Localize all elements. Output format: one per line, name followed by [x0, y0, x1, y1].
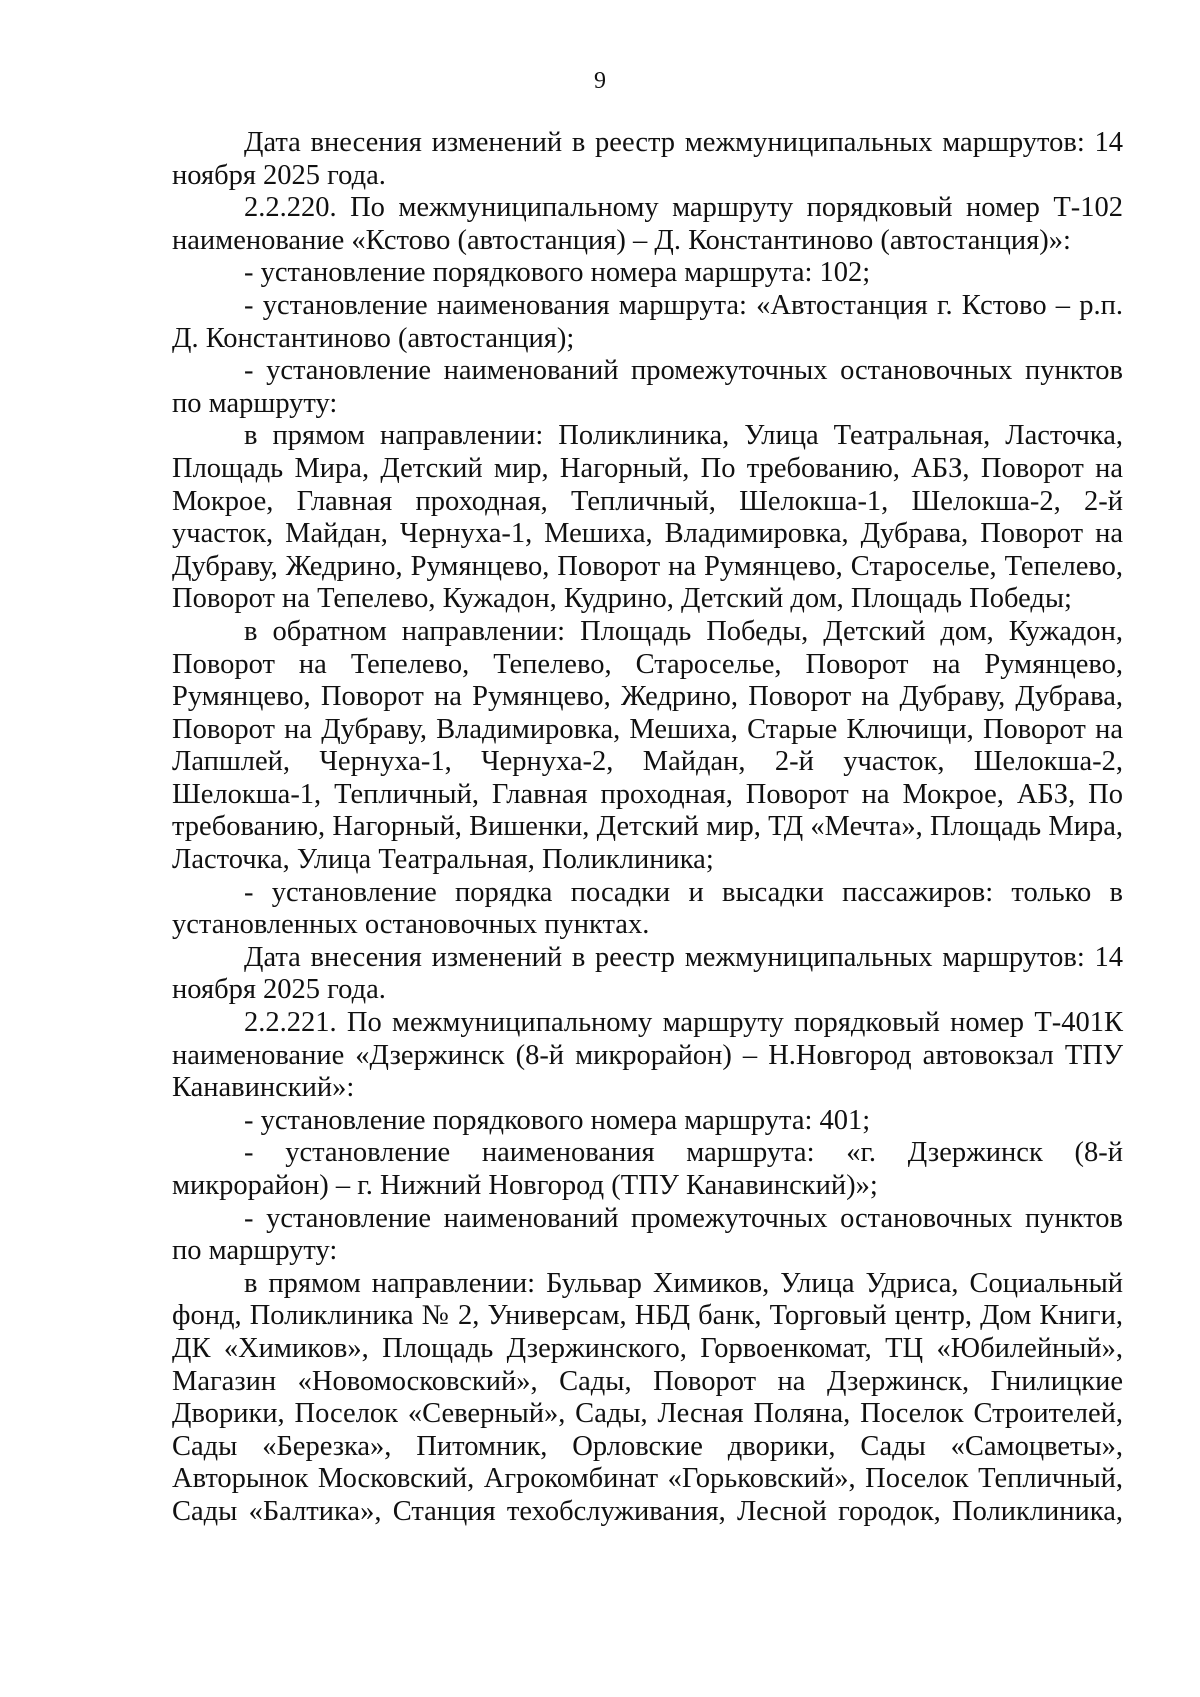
paragraph-route-t401k-heading: 2.2.221. По межмуниципальному маршруту порядковый номер Т-401К наименование «Дзержинск (8-й микрорайон) – Н.Новгород автовокзал ТПУ Канавинский»: [172, 1007, 1123, 1104]
paragraph-route-t102-number: - установление порядкового номера маршрута: 102; [244, 257, 871, 289]
paragraph-route-t102-boarding: - установление порядка посадки и высадки пассажиров: только в установленных остановочных пунктах. [172, 876, 1123, 941]
paragraph-route-t102-reverse-stops: в обратном направлении: Площадь Победы, Детский дом, Кужадон, Поворот на Тепелево, Тепелево, Староселье, Поворот на Румянцево, Румянцево, Поворот на Румянцево, Жедрино, Поворот на Дубраву, Дубрава, Поворот на Дубраву, Владимировка, Мешиха, Старые Ключищи, Поворот на Лапшлей, Чернуха-1, Чернуха-2, Майдан, 2-й участок, Шелокша-2, Шелокша-1, Тепличный, Главная проходная, Поворот на Мокрое, АБЗ, По требованию, Нагорный, Вишенки, Детский мир, ТД «Мечта», Площадь Мира, Ласточка, Улица Театральная, Поликлиника; [172, 615, 1123, 876]
paragraph-route-t401k-name: - установление наименования маршрута: «г. Дзержинск (8-й микрорайон) – г. Нижний Новгород (ТПУ Канавинский)»; [172, 1137, 1123, 1201]
document-body [172, 127, 1123, 1529]
paragraph-route-t401k-forward-stops: в прямом направлении: Бульвар Химиков, Улица Удриса, Социальный фонд, Поликлиника № 2, Универсам, НБД банк, Торговый центр, Дом Книги, ДК «Химиков», Площадь Дзержинского, Горвоенкомат, ТЦ «Юбилейный», Магазин «Новомосковский», Сады, Поворот на Дзержинск, Гнилицкие Дворики, Поселок «Северный», Сады, Лесная Поляна, Поселок Строителей, Сады «Березка», Питомник, Орловские дворики, Сады «Самоцветы», Авторынок Московский, Агрокомбинат «Горьковский», Поселок Тепличный, Сады «Балтика», Станция техобслуживания, Лесной городок, Поликлиника, [172, 1267, 1123, 1527]
paragraph-route-t102-name: - установление наименования маршрута: «Автостанция г. Кстово – р.п. Д. Константиново (автостанция); [172, 289, 1123, 354]
paragraph-route-t401k-stops-intro: - установление наименований промежуточных остановочных пунктов по маршруту: [172, 1202, 1123, 1267]
paragraph-registry-date-2: Дата внесения изменений в реестр межмуниципальных маршрутов: 14 ноября 2025 года. [172, 941, 1123, 1006]
page-number: 9 [594, 68, 606, 94]
paragraph-registry-date-1: Дата внесения изменений в реестр межмуниципальных маршрутов: 14 ноября 2025 года. [172, 127, 1123, 191]
paragraph-route-t102-heading: 2.2.220. По межмуниципальному маршруту порядковый номер Т-102 наименование «Кстово (автостанция) – Д. Константиново (автостанция)»: [172, 192, 1123, 256]
paragraph-route-t102-stops-intro: - установление наименований промежуточных остановочных пунктов по маршруту: [172, 355, 1123, 419]
paragraph-route-t102-forward-stops: в прямом направлении: Поликлиника, Улица Театральная, Ласточка, Площадь Мира, Детский мир, Нагорный, По требованию, АБЗ, Поворот на Мокрое, Главная проходная, Тепличный, Шелокша-1, Шелокша-2, 2-й участок, Майдан, Чернуха-1, Мешиха, Владимировка, Дубрава, Поворот на Дубраву, Жедрино, Румянцево, Поворот на Румянцево, Староселье, Тепелево, Поворот на Тепелево, Кужадон, Кудрино, Детский дом, Площадь Победы; [172, 420, 1123, 615]
paragraph-route-t401k-number: - установление порядкового номера маршрута: 401; [244, 1104, 871, 1136]
